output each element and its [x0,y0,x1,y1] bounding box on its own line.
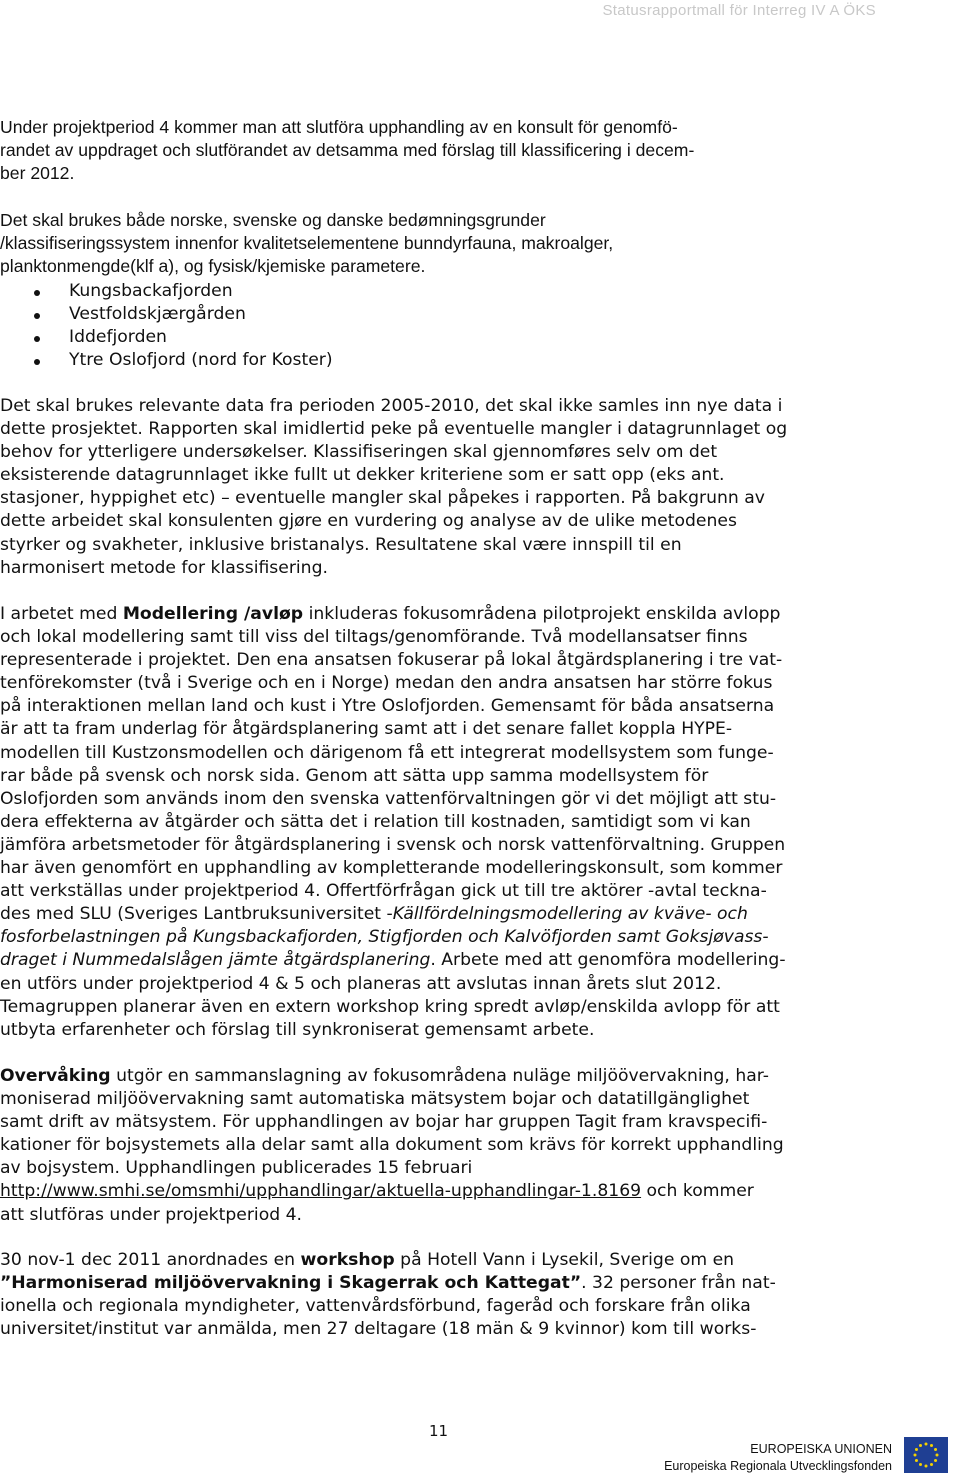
text-line: en utförs under projektperiod 4 & 5 och planeras att avslutas innan årets slut 2012. [0,973,722,994]
text-line: universitet/institut var anmälda, men 27 deltagare (18 män & 9 kvinnor) kom till works- [0,1319,757,1340]
bullet-icon [34,313,40,319]
list-item: Kungsbackafjorden [0,280,600,303]
text-line: utbyta erfarenheter och förslag till synkroniserat gemensamt arbete. [0,1019,595,1040]
text-line: Temagruppen planerar även en extern workshop kring spredt avløp/enskilda avlopp för att [0,996,780,1017]
eu-star-icon [919,1463,922,1466]
text-line: att slutföras under projektperiod 4. [0,1204,302,1225]
text-line: ”Harmoniserad miljöövervakning i Skagerrak och Kattegat”. 32 personer från nat- [0,1273,776,1294]
text-line: http://www.smhi.se/omsmhi/upphandlingar/aktuella-upphandlingar-1.8169 och kommer [0,1181,754,1202]
eu-union-label: EUROPEISKA UNIONEN [750,1442,892,1456]
text-line: draget i Nummedalslågen jämte åtgärdsplanering. Arbete med att genomföra modellering- [0,950,786,971]
eu-fund-label: Europeiska Regionala Utvecklingsfonden [664,1459,892,1473]
eu-star-icon [934,1448,937,1451]
eu-star-icon [936,1454,939,1457]
text-line: Det skal brukes både norske, svenske og danske bedømningsgrunder [0,210,546,230]
text-line: på interaktionen mellan land och kust i Ytre Oslofjorden. Gemensamt för båda ansatserna [0,696,775,717]
paragraph-upphandling [0,116,940,185]
text-line: Overvåking utgör en sammanslagning av fokusområdena nuläge miljöövervakning, har- [0,1066,769,1086]
text-line: tenförekomster (två i Sverige och en i Norge) medan den andra ansatsen har större fokus [0,673,773,694]
text-line: randet av uppdraget och slutförandet av detsamma med förslag till klassificering i decem- [0,140,695,161]
bullet-icon [34,336,40,342]
text-line: harmonisert metode for klassifisering. [0,557,328,578]
text-line: Under projektperiod 4 kommer man att slutföra upphandling av en konsult för genomfö- [0,117,678,137]
text-line: rar både på svensk och norsk sida. Genom att sätta upp samma modellsystem för [0,765,709,786]
fjord-bullet-list [0,280,600,372]
text-line: och lokal modellering samt till viss del tiltags/genomförande. Två modellansatser finns [0,627,748,648]
text-line: jämföra arbetsmetoder för åtgärdsplanering i svensk och norsk vattenförvaltning. Gruppen [0,834,786,855]
text-line: des med SLU (Sveriges Lantbruksuniversitet -Källfördelningsmodellering av kväve- och [0,904,748,925]
bullet-icon [34,290,40,296]
text-line: styrker og svakheter, inklusive bristanalys. Resultatene skal være innspill til en [0,534,682,555]
text-line: moniserad miljöövervakning samt automatiska mätsystem bojar och datatillgänglighet [0,1089,750,1110]
paragraph-modellering [0,603,940,1042]
section-heading-modellering: Modellering /avløp [122,604,304,624]
text-line: av bojsystem. Upphandlingen publicerades 15 februari [0,1158,473,1179]
text-line: planktonmengde(klf a), og fysisk/kjemiske parametere. [0,256,426,277]
list-item: Vestfoldskjærgården [0,303,600,326]
text-line: att verkställas under projektperiod 4. Offertförfrågan gick ut till tre aktörer -avtal teckna- [0,881,767,902]
text-line: är att ta fram underlag för åtgärdsplanering samt att i det senare fallet koppla HYPE- [0,719,733,740]
eu-caption [664,1441,892,1475]
bullet-icon [34,359,40,365]
eu-flag-icon [904,1437,948,1473]
workshop-title: ”Harmoniserad miljöövervakning i Skagerrak och Kattegat” [0,1273,582,1294]
text-line: 30 nov-1 dec 2011 anordnades en workshop på Hotell Vann i Lysekil, Sverige om en [0,1250,735,1270]
text-line: eksisterende datagrunnlaget ikke fullt ut dekker kriteriene som er satt opp (eks ant. [0,465,725,486]
text-line: Oslofjorden som används inom den svenska vattenförvaltningen gör vi det möjligt att stu- [0,788,777,809]
text-line: fosforbelastningen på Kungsbackafjorden, Stigfjorden och Kalvöfjorden samt Goksjøvass- [0,927,769,948]
section-heading-overvaking: Overvåking [0,1066,111,1086]
paragraph-data [0,395,940,580]
text-line: representerade i projektet. Den ena ansatsen fokuserar på lokal åtgärdsplanering i tre vat- [0,650,783,671]
text-line: dera effekterna av åtgärder och sätta det i relation till kostnaden, samtidigt som vi kan [0,811,751,832]
workshop-term: workshop [300,1250,395,1270]
text-line: kationer för bojsystemets alla delar samt alla dokument som krävs för korrekt upphandling [0,1135,784,1156]
text-line: behov for ytterligere undersøkelser. Klassifiseringen skal gjennomføres selv om det [0,442,718,463]
text-line: dette arbeidet skal konsulenten gjøre en vurdering og analyse av de ulike metodenes [0,511,737,532]
eu-star-icon [934,1459,937,1462]
page-number: 11 [429,1422,449,1440]
eu-star-icon [925,1443,928,1446]
paragraph-bedomningsgrunder [0,209,940,278]
eu-star-icon [919,1444,922,1447]
paragraph-workshop [0,1249,940,1341]
text-line: ionella och regionala myndigheter, vattenvårdsförbund, fageråd och forskare från olika [0,1296,751,1317]
eu-star-icon [930,1444,933,1447]
eu-star-icon [914,1454,917,1457]
text-line: I arbetet med Modellering /avløp inkluderas fokusområdena pilotprojekt enskilda avlopp [0,604,781,624]
text-line: Det skal brukes relevante data fra perioden 2005-2010, det skal ikke samles inn nye data i [0,396,783,416]
upphandling-link[interactable]: http://www.smhi.se/omsmhi/upphandlingar/aktuella-upphandlingar-1.8169 [0,1181,642,1202]
text-line: har även genomfört en upphandling av kompletterande modelleringskonsult, som kommer [0,858,783,879]
list-item: Iddefjorden [0,326,600,349]
list-item: Ytre Oslofjord (nord for Koster) [0,349,600,372]
paragraph-overvaking [0,1065,940,1227]
eu-star-icon [915,1448,918,1451]
text-line: /klassifiseringssystem innenfor kvalitetselementene bunndyrfauna, makroalger, [0,233,614,254]
text-line: modellen till Kustzonsmodellen och därigenom få ett integrerat modellsystem som funge- [0,742,774,763]
eu-star-icon [925,1465,928,1468]
eu-star-icon [915,1459,918,1462]
text-line: samt drift av mätsystem. För upphandlingen av bojar har gruppen Tagit fram kravspecifi- [0,1112,768,1133]
text-line: stasjoner, hyppighet etc) – eventuelle mangler skal påpekes i rapporten. På bakgrunn av [0,488,765,509]
text-line: ber 2012. [0,163,75,184]
document-header: Statusrapportmall för Interreg IV A ÖKS [602,2,876,19]
eu-star-icon [930,1463,933,1466]
text-line: dette prosjektet. Rapporten skal imidlertid peke på eventuelle mangler i datagrunnlaget og [0,419,788,440]
